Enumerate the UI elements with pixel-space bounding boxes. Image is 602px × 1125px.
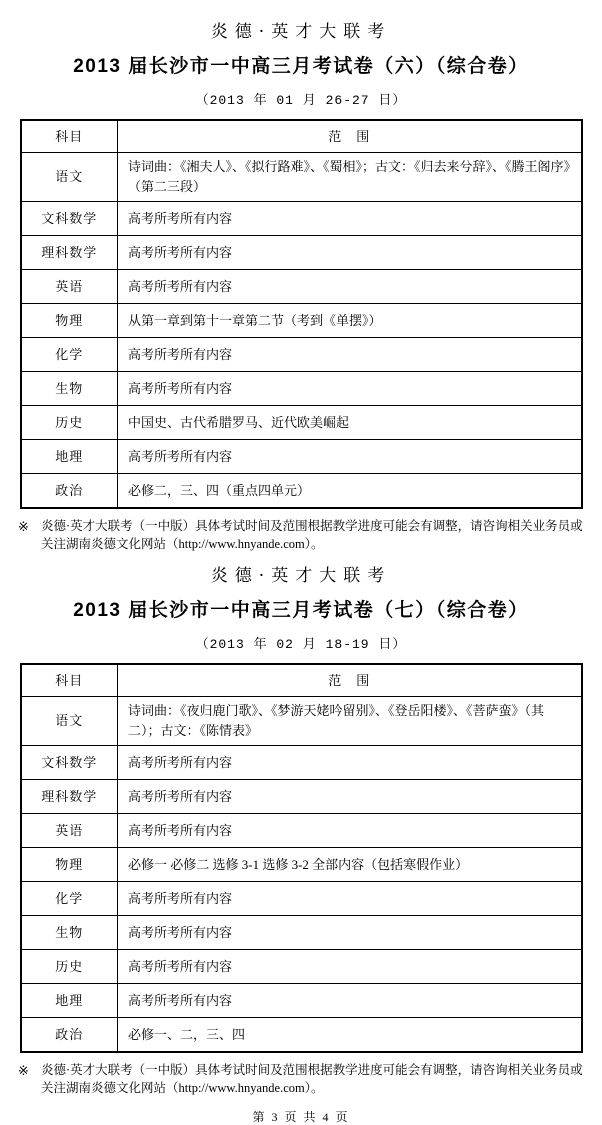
subjects-table — [20, 119, 583, 509]
subject-cell: 化学 — [21, 338, 118, 372]
subject-cell: 地理 — [21, 984, 118, 1018]
table-row — [21, 882, 582, 916]
table-row — [21, 1018, 582, 1053]
range-cell: 高考所考所有内容 — [118, 882, 582, 916]
subjects-table — [20, 663, 583, 1053]
range-cell: 高考所考所有内容 — [118, 372, 582, 406]
range-cell: 高考所考所有内容 — [118, 984, 582, 1018]
range-cell: 中国史、古代希腊罗马、近代欧美崛起 — [118, 406, 582, 440]
range-cell: 高考所考所有内容 — [118, 338, 582, 372]
exam-section-7 — [0, 564, 602, 1097]
subject-cell: 英语 — [21, 270, 118, 304]
table-header-row — [21, 120, 582, 153]
subject-cell: 政治 — [21, 474, 118, 509]
subject-cell: 历史 — [21, 406, 118, 440]
subject-cell: 化学 — [21, 882, 118, 916]
subject-cell: 语文 — [21, 697, 118, 746]
page-number: 第 3 页 共 4 页 — [252, 1110, 350, 1124]
brand-title: 炎德·英才大联考 — [210, 22, 392, 42]
note-text: 炎德·英才大联考（一中版）具体考试时间及范围根据教学进度可能会有调整，请咨询相关业务员或关注湖南炎德文化网站（http://www.hnyande.com）。 — [41, 1063, 583, 1095]
table-row — [21, 153, 582, 202]
range-cell: 高考所考所有内容 — [118, 916, 582, 950]
range-cell: 高考所考所有内容 — [118, 440, 582, 474]
range-cell: 高考所考所有内容 — [118, 746, 582, 780]
range-cell: 必修二，三、四（重点四单元） — [118, 474, 582, 509]
subject-cell: 物理 — [21, 304, 118, 338]
range-cell: 高考所考所有内容 — [118, 814, 582, 848]
subject-cell: 历史 — [21, 950, 118, 984]
table-row — [21, 236, 582, 270]
range-cell: 高考所考所有内容 — [118, 780, 582, 814]
table-row — [21, 372, 582, 406]
range-cell: 诗词曲：《夜归鹿门歌》、《梦游天姥吟留别》、《登岳阳楼》、《菩萨蛮》（其二）；古文：《陈情表》 — [118, 697, 582, 746]
exam-section-6 — [0, 20, 602, 553]
range-cell: 高考所考所有内容 — [118, 202, 582, 236]
subject-cell: 生物 — [21, 916, 118, 950]
table-row — [21, 780, 582, 814]
range-cell: 诗词曲：《湘夫人》、《拟行路难》、《蜀相》；古文：《归去来兮辞》、《腾王阁序》（第二三段） — [118, 153, 582, 202]
brand-title: 炎德·英才大联考 — [210, 566, 392, 586]
subject-cell: 文科数学 — [21, 746, 118, 780]
exam-title: 2013 届长沙市一中高三月考试卷（七）（综合卷） — [73, 600, 529, 621]
adjustment-note — [18, 518, 584, 553]
range-cell: 从第一章到第十一章第二节（考到《单摆》） — [118, 304, 582, 338]
subject-cell: 理科数学 — [21, 236, 118, 270]
table-header-row — [21, 664, 582, 697]
table-row — [21, 270, 582, 304]
exam-title: 2013 届长沙市一中高三月考试卷（六）（综合卷） — [73, 56, 529, 77]
range-cell: 必修一 必修二 选修 3-1 选修 3-2 全部内容（包括寒假作业） — [118, 848, 582, 882]
subject-column-header: 科目 — [21, 664, 118, 697]
table-row — [21, 338, 582, 372]
subject-cell: 物理 — [21, 848, 118, 882]
table-row — [21, 814, 582, 848]
adjustment-note — [18, 1062, 584, 1097]
range-cell: 高考所考所有内容 — [118, 236, 582, 270]
subject-cell: 英语 — [21, 814, 118, 848]
subject-cell: 文科数学 — [21, 202, 118, 236]
table-row — [21, 474, 582, 509]
exam-date: （2013 年 01 月 26-27 日） — [195, 93, 407, 108]
range-cell: 高考所考所有内容 — [118, 950, 582, 984]
table-row — [21, 406, 582, 440]
subject-cell: 语文 — [21, 153, 118, 202]
note-marker: ※ — [18, 1063, 29, 1078]
table-row — [21, 697, 582, 746]
table-row — [21, 916, 582, 950]
range-cell: 必修一、二，三、四 — [118, 1018, 582, 1053]
subject-cell: 生物 — [21, 372, 118, 406]
subject-cell: 理科数学 — [21, 780, 118, 814]
exam-date: （2013 年 02 月 18-19 日） — [195, 637, 407, 652]
table-row — [21, 746, 582, 780]
table-row — [21, 848, 582, 882]
table-row — [21, 440, 582, 474]
subject-column-header: 科目 — [21, 120, 118, 153]
table-row — [21, 202, 582, 236]
range-column-header: 范 围 — [118, 120, 582, 153]
note-marker: ※ — [18, 519, 29, 534]
range-column-header: 范 围 — [118, 664, 582, 697]
range-cell: 高考所考所有内容 — [118, 270, 582, 304]
subject-cell: 地理 — [21, 440, 118, 474]
table-row — [21, 984, 582, 1018]
table-row — [21, 304, 582, 338]
subject-cell: 政治 — [21, 1018, 118, 1053]
note-text: 炎德·英才大联考（一中版）具体考试时间及范围根据教学进度可能会有调整，请咨询相关业务员或关注湖南炎德文化网站（http://www.hnyande.com）。 — [41, 519, 583, 551]
table-row — [21, 950, 582, 984]
